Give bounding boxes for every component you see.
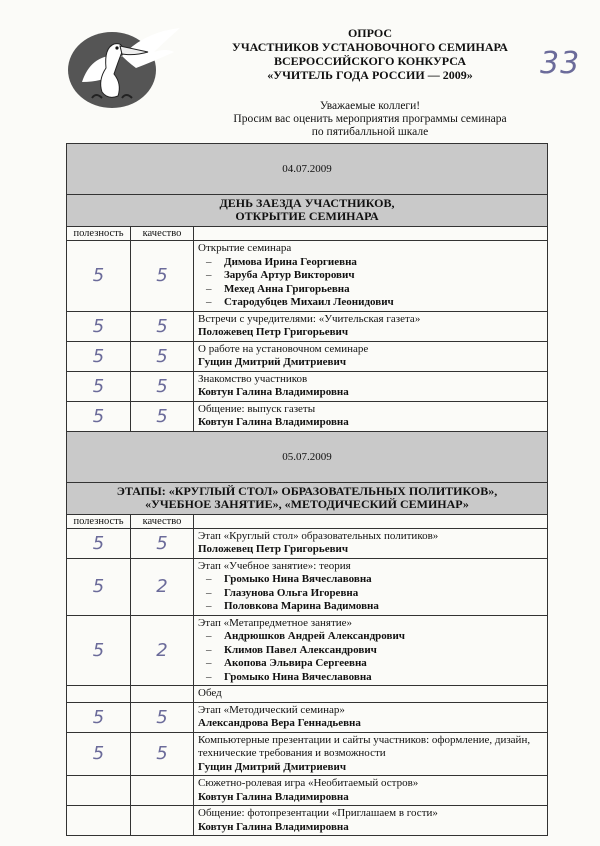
quality-score[interactable]: 2 <box>131 615 194 686</box>
event-title: Встречи с учредителями: «Учительская газета» <box>198 312 421 325</box>
title-line-4: «УЧИТЕЛЬ ГОДА РОССИИ — 2009» <box>267 68 473 82</box>
speaker-name: Ковтун Галина Владимировна <box>198 820 349 833</box>
title-line-3: ВСЕРОССИЙСКОГО КОНКУРСА <box>273 54 467 68</box>
event-title: Этап «Учебное занятие»: теория <box>198 559 351 572</box>
col-description <box>194 514 548 528</box>
quality-score[interactable]: 5 <box>131 401 194 431</box>
quality-score[interactable]: 5 <box>131 528 194 558</box>
section-title-line: ЭТАПЫ: «КРУГЛЫЙ СТОЛ» ОБРАЗОВАТЕЛЬНЫХ ПОЛИТИКОВ», <box>116 483 498 498</box>
usefulness-score[interactable]: 5 <box>67 702 131 732</box>
speaker-name: Ковтун Галина Владимировна <box>198 386 349 398</box>
section-title <box>67 482 548 514</box>
speaker-list-item: – Заруба Артур Викторович <box>198 269 543 283</box>
pelican-logo <box>62 22 182 110</box>
speaker-name: Положевец Петр Григорьевич <box>198 543 349 555</box>
event-row <box>67 341 548 371</box>
speaker-name: Александрова Вера Геннадьевна <box>198 717 361 729</box>
section-title <box>67 195 548 227</box>
greeting: Уважаемые коллеги! <box>319 100 421 112</box>
event-row <box>67 401 548 431</box>
event-title: Общение: фотопрезентации «Приглашаем в гости» <box>198 807 438 819</box>
event-title: Открытие семинара <box>198 242 292 254</box>
section-title-row <box>67 195 548 227</box>
event-title: Этап «Круглый стол» образовательных политиков» <box>198 529 439 542</box>
section-title-line: ОТКРЫТИЕ СЕМИНАРА <box>235 209 379 223</box>
usefulness-score[interactable]: 5 <box>67 615 131 686</box>
event-row <box>67 776 548 806</box>
event-title: О работе на установочном семинаре <box>198 342 369 355</box>
event-row <box>67 702 548 732</box>
quality-score[interactable] <box>131 806 194 836</box>
event-description <box>194 776 548 806</box>
speaker-list-item: – Мехед Анна Григорьевна <box>198 283 543 297</box>
usefulness-score[interactable]: 5 <box>67 732 131 776</box>
event-row <box>67 241 548 312</box>
quality-score[interactable] <box>131 686 194 703</box>
speaker-list-item: – Димова Ирина Георгиевна <box>198 256 543 270</box>
usefulness-score[interactable]: 5 <box>67 311 131 341</box>
section-title-row <box>67 482 548 514</box>
title-line-2: УЧАСТНИКОВ УСТАНОВОЧНОГО СЕМИНАРА <box>232 40 508 54</box>
event-description <box>194 401 548 431</box>
event-description <box>194 311 548 341</box>
usefulness-score[interactable] <box>67 806 131 836</box>
logo-eye <box>115 46 118 49</box>
event-description <box>194 686 548 703</box>
col-quality: качество <box>131 514 194 528</box>
event-row <box>67 732 548 776</box>
usefulness-score[interactable]: 5 <box>67 371 131 401</box>
event-description <box>194 528 548 558</box>
quality-score[interactable]: 5 <box>131 341 194 371</box>
speaker-name: Ковтун Галина Владимировна <box>198 790 349 803</box>
event-title: Знакомство участников <box>198 372 308 385</box>
speaker-name: Положевец Петр Григорьевич <box>198 326 349 338</box>
usefulness-score[interactable] <box>67 776 131 806</box>
speaker-list-item: – Климов Павел Александрович <box>198 644 543 658</box>
speaker-name: Ковтун Галина Владимировна <box>198 416 349 428</box>
event-title: Обед <box>198 687 222 699</box>
speaker-list-item: – Андрюшков Андрей Александрович <box>198 630 543 644</box>
event-row <box>67 311 548 341</box>
event-row <box>67 686 548 703</box>
usefulness-score[interactable]: 5 <box>67 528 131 558</box>
quality-score[interactable]: 5 <box>131 702 194 732</box>
event-title: Этап «Методический семинар» <box>198 703 345 716</box>
speaker-list-item: – Стародубцев Михаил Леонидович <box>198 296 543 310</box>
column-header-row <box>67 227 548 241</box>
usefulness-score[interactable] <box>67 686 131 703</box>
section-date: 05.07.2009 <box>67 431 548 482</box>
quality-score[interactable]: 5 <box>131 311 194 341</box>
column-header-row <box>67 514 548 528</box>
speaker-name: Гущин Дмитрий Дмитриевич <box>198 760 347 773</box>
event-description <box>194 341 548 371</box>
event-title: Сюжетно-ролевая игра «Необитаемый остров» <box>198 777 419 789</box>
event-description <box>194 558 548 615</box>
speaker-list-item: – Половкова Марина Вадимовна <box>198 600 543 614</box>
event-row <box>67 371 548 401</box>
col-usefulness: полезность <box>67 227 131 241</box>
col-usefulness: полезность <box>67 514 131 528</box>
speaker-list-item: – Громыко Нина Вячеславовна <box>198 671 543 685</box>
event-description <box>194 732 548 776</box>
event-description <box>194 615 548 686</box>
handwritten-page-number: 33 <box>540 46 581 81</box>
section-title-line: «УЧЕБНОЕ ЗАНЯТИЕ», «МЕТОДИЧЕСКИЙ СЕМИНАР» <box>145 496 469 511</box>
title-line-1: ОПРОС <box>347 26 393 40</box>
usefulness-score[interactable]: 5 <box>67 558 131 615</box>
usefulness-score[interactable]: 5 <box>67 341 131 371</box>
request-line-2: по пятибалльной шкале <box>311 126 429 138</box>
section-title-line: ДЕНЬ ЗАЕЗДА УЧАСТНИКОВ, <box>219 196 395 210</box>
quality-score[interactable]: 5 <box>131 371 194 401</box>
col-quality: качество <box>131 227 194 241</box>
date-row <box>67 431 548 482</box>
speaker-list-item: – Глазунова Ольга Игоревна <box>198 587 543 601</box>
event-description <box>194 806 548 836</box>
quality-score[interactable]: 5 <box>131 732 194 776</box>
event-row <box>67 615 548 686</box>
speaker-name: Гущин Дмитрий Дмитриевич <box>198 356 347 368</box>
event-description <box>194 702 548 732</box>
event-row <box>67 528 548 558</box>
quality-score[interactable] <box>131 776 194 806</box>
event-title: Общение: выпуск газеты <box>198 402 316 415</box>
usefulness-score[interactable]: 5 <box>67 241 131 312</box>
event-row <box>67 558 548 615</box>
event-description <box>194 371 548 401</box>
event-title: Компьютерные презентации и сайты участников: оформление, дизайн, технические требования и возможности <box>198 733 531 759</box>
date-row <box>67 144 548 195</box>
speaker-list-item: – Громыко Нина Вячеславовна <box>198 573 543 587</box>
event-title: Этап «Метапредметное занятие» <box>198 616 353 629</box>
section-date: 04.07.2009 <box>67 144 548 195</box>
event-description <box>194 241 548 312</box>
usefulness-score[interactable]: 5 <box>67 401 131 431</box>
survey-table <box>66 143 548 836</box>
quality-score[interactable]: 5 <box>131 241 194 312</box>
speaker-list-item: – Акопова Эльвира Сергеевна <box>198 657 543 671</box>
event-row <box>67 806 548 836</box>
quality-score[interactable]: 2 <box>131 558 194 615</box>
request-line-1: Просим вас оценить мероприятия программы семинара <box>233 113 507 125</box>
col-description <box>194 227 548 241</box>
